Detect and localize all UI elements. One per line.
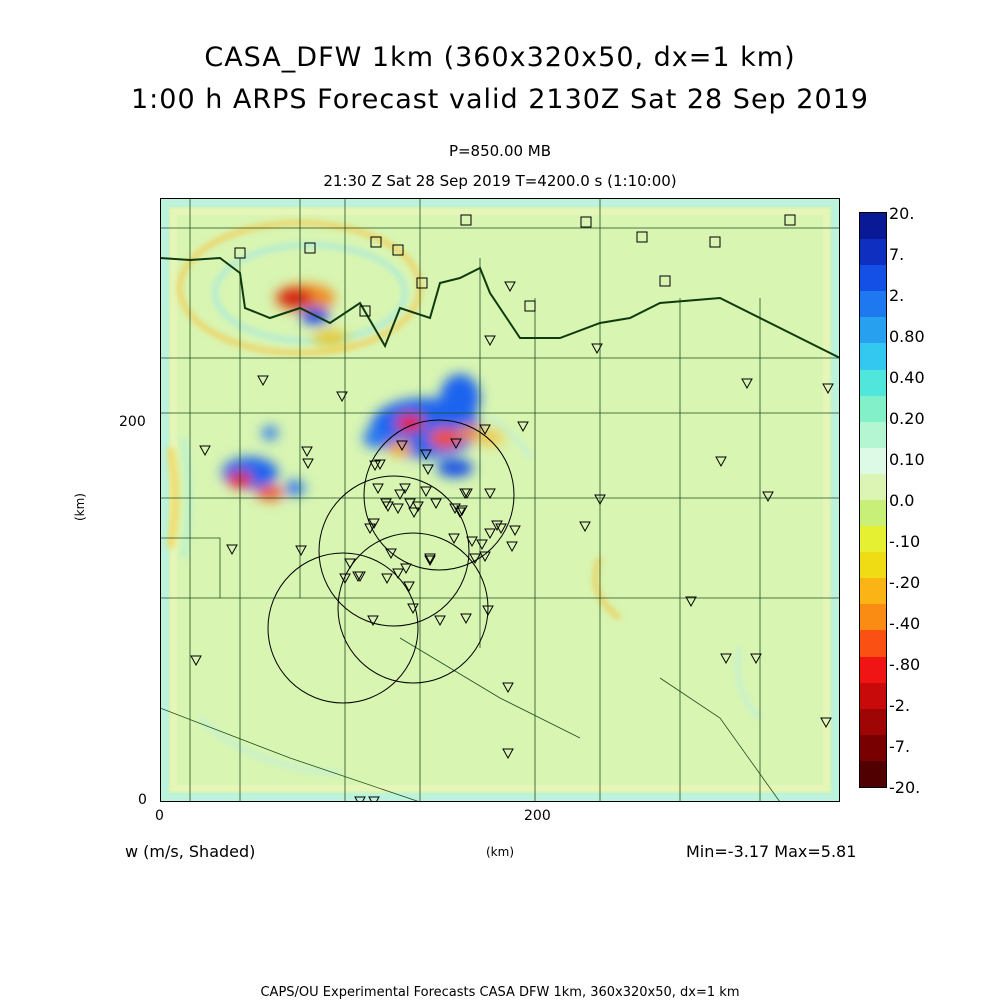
x-tick-0: 0 (155, 808, 164, 824)
credit-line: CAPS/OU Experimental Forecasts CASA DFW 1km, 360x320x50, dx=1 km (260, 985, 740, 1000)
colorbar-swatch (860, 657, 886, 684)
colorbar-tick-label: -2. (889, 696, 911, 715)
colorbar-tick-label: 0.10 (889, 450, 925, 469)
y-tick-0: 0 (138, 792, 147, 808)
colorbar-swatch (860, 552, 886, 579)
colorbar-swatch (860, 448, 886, 475)
colorbar-swatch (860, 578, 886, 605)
colorbar-tick-label: -20. (889, 778, 921, 797)
colorbar-swatch (860, 343, 886, 370)
colorbar-swatch (860, 604, 886, 631)
x-axis-label: (km) (486, 845, 515, 859)
forecast-map (160, 198, 840, 802)
map-background (160, 198, 840, 802)
chart-title-line2: 1:00 h ARPS Forecast valid 2130Z Sat 28 Sep 2019 (131, 84, 869, 115)
colorbar-swatch (860, 239, 886, 266)
colorbar-swatch (860, 213, 886, 240)
colorbar-tick-label: -.40 (889, 614, 921, 633)
colorbar-swatch (860, 265, 886, 292)
colorbar (859, 212, 887, 788)
colorbar-swatch (860, 630, 886, 657)
colorbar-tick-label: -7. (889, 737, 911, 756)
colorbar-swatch (860, 709, 886, 736)
pressure-level-label: P=850.00 MB (448, 142, 552, 160)
colorbar-tick-label: 0.80 (889, 327, 925, 346)
map-canvas (160, 198, 840, 802)
colorbar-tick-label: 0.20 (889, 409, 925, 428)
colorbar-tick-label: 0.40 (889, 368, 925, 387)
colorbar-swatch (860, 317, 886, 344)
colorbar-swatch (860, 422, 886, 449)
colorbar-tick-label: -.80 (889, 655, 921, 674)
colorbar-swatch (860, 396, 886, 423)
y-axis-label: (km) (73, 492, 88, 522)
colorbar-swatch (860, 474, 886, 501)
colorbar-swatch (860, 761, 886, 788)
colorbar-swatch (860, 291, 886, 318)
colorbar-tick-label: 0.0 (889, 491, 915, 510)
colorbar-tick-label: 20. (889, 204, 915, 223)
colorbar-tick-label: -.20 (889, 573, 921, 592)
field-description: w (m/s, Shaded) (125, 842, 256, 861)
chart-title-line1: CASA_DFW 1km (360x320x50, dx=1 km) (204, 42, 796, 73)
colorbar-swatch (860, 735, 886, 762)
colorbar-swatch (860, 683, 886, 710)
colorbar-tick-label: -.10 (889, 532, 921, 551)
colorbar-swatch (860, 526, 886, 553)
colorbar-swatch (860, 370, 886, 397)
colorbar-tick-label: 2. (889, 286, 905, 305)
colorbar-tick-label: 7. (889, 245, 905, 264)
colorbar-swatch (860, 500, 886, 527)
x-tick-200: 200 (524, 808, 551, 824)
min-max-label: Min=-3.17 Max=5.81 (686, 842, 857, 861)
valid-time-label: 21:30 Z Sat 28 Sep 2019 T=4200.0 s (1:10:00) (323, 172, 677, 190)
y-tick-200: 200 (119, 414, 146, 430)
